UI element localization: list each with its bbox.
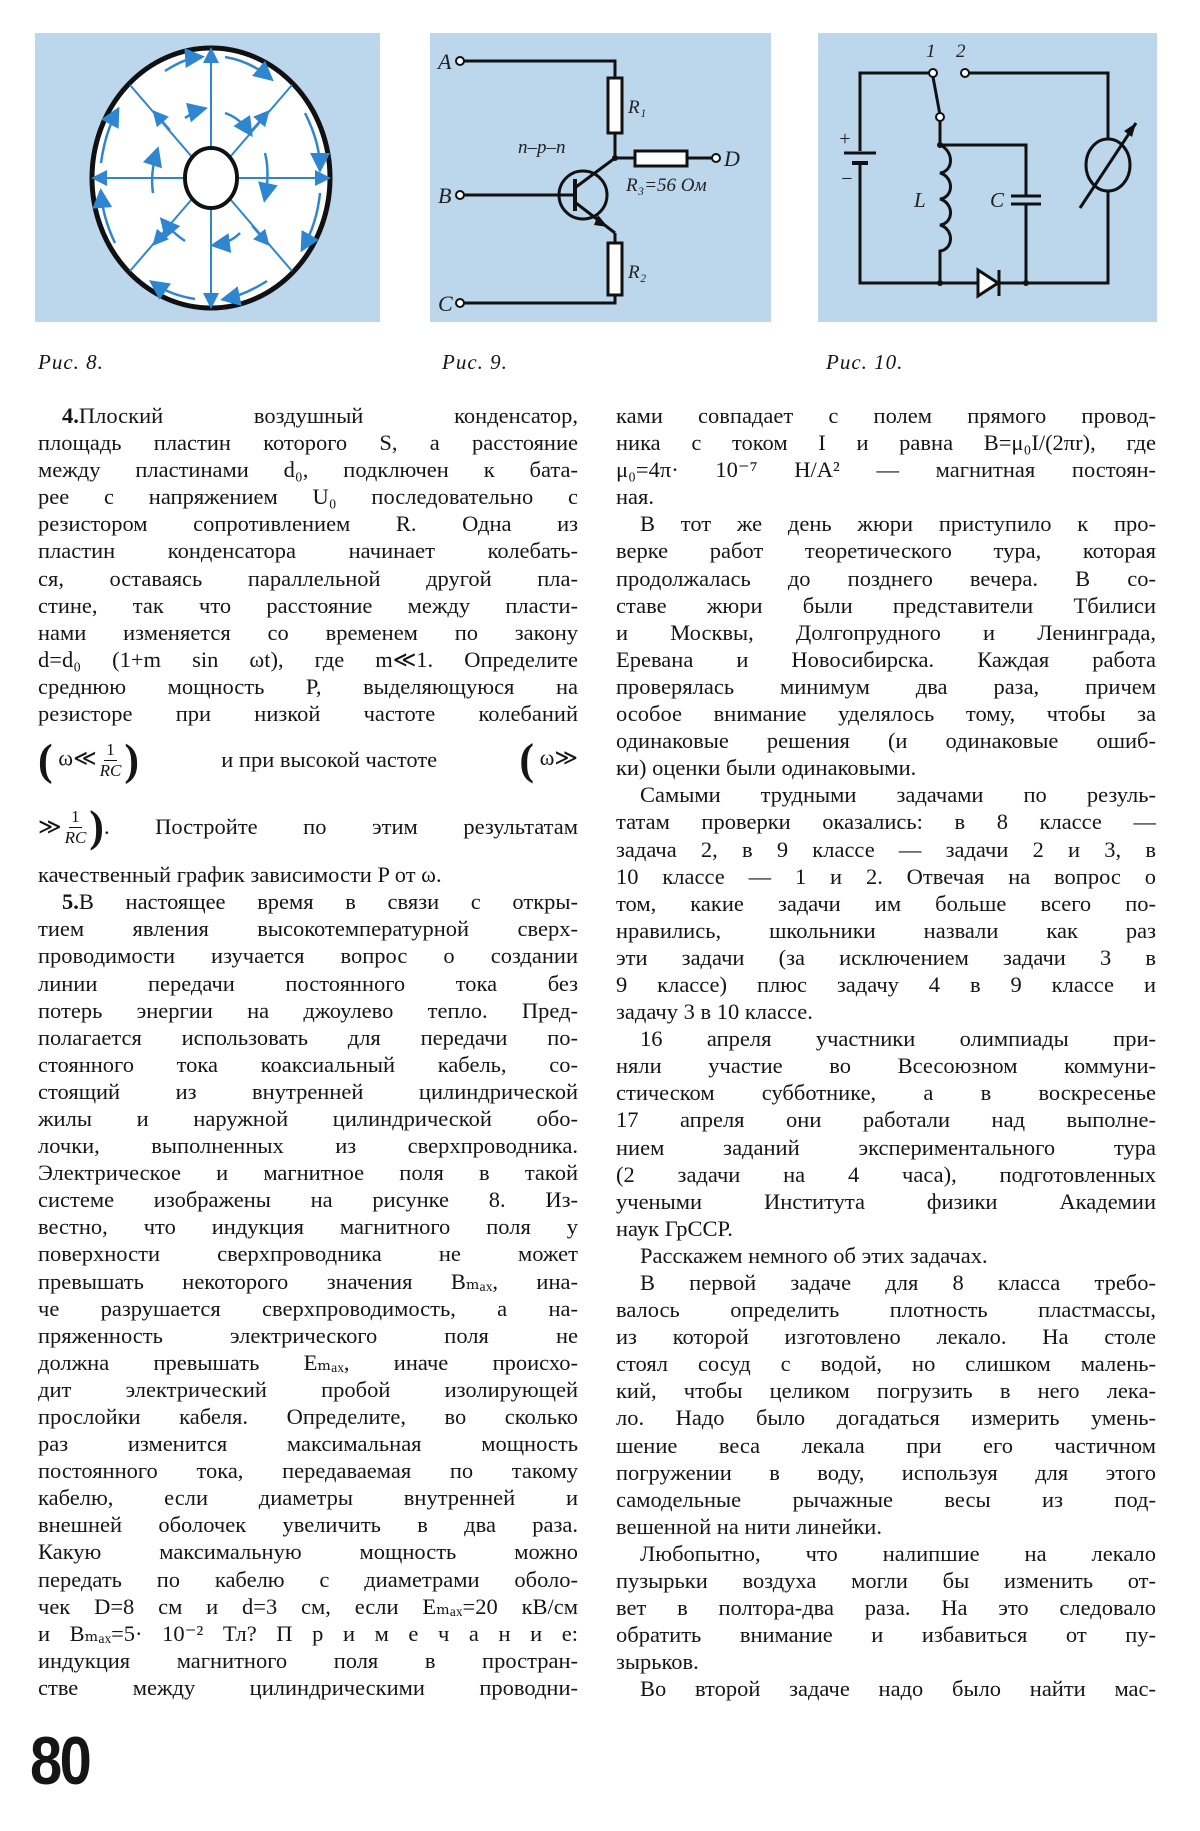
text-line — [38, 1295, 578, 1322]
text-line — [616, 456, 1156, 483]
text-line — [38, 1322, 578, 1349]
line-text: d=d₀ (1+m sin ωt), где m≪1. Определите — [38, 646, 578, 672]
text-line — [616, 1079, 1156, 1106]
line-text: резисторе при низкой частоте колебаний — [38, 701, 578, 727]
text-line — [616, 863, 1156, 890]
text-line — [616, 1675, 1156, 1702]
text-line — [616, 673, 1156, 700]
text-line — [38, 970, 578, 997]
line-text: пластин конденсатора начинает колебать- — [38, 538, 578, 564]
text-line — [616, 808, 1156, 835]
line-text: жилы и наружной цилиндрической обо- — [38, 1105, 578, 1131]
line-text: лочки, выполненных из сверхпроводника. — [38, 1133, 578, 1159]
figure-9-transistor-circuit — [430, 33, 771, 322]
line-text: из которой изготовлено лекало. На столе — [616, 1324, 1156, 1350]
line-text: стоял сосуд с водой, но слишком малень- — [616, 1351, 1156, 1377]
terminal-d-label: D — [724, 146, 740, 171]
problem-number: 4. — [62, 403, 79, 428]
line-text: задачу 3 в 10 классе. — [616, 999, 813, 1025]
line-text: че разрушается сверхпроводимость, а на- — [38, 1295, 578, 1321]
text-line — [616, 700, 1156, 727]
text-line — [38, 1024, 578, 1051]
line-text: нами изменяется со временем по закону — [38, 619, 578, 645]
text-line — [38, 1620, 578, 1647]
formula-followup-text: . Постройте по этим результатам — [103, 814, 578, 840]
formula-omega-greater: ω≫ — [539, 745, 578, 771]
line-text: ставе жюри были представители Тбилиси — [616, 592, 1156, 618]
text-line — [38, 1213, 578, 1240]
text-line — [616, 1513, 1156, 1540]
text-line — [616, 944, 1156, 971]
formula-omega-greater-cont: ≫ — [38, 814, 62, 840]
line-text: самодельные рычажные весы из под- — [616, 1486, 1156, 1512]
line-text: и Москвы, Долгопрудного и Ленинграда, — [616, 619, 1156, 645]
text-line — [616, 1323, 1156, 1350]
line-text: стве между цилиндрическими проводни- — [38, 1674, 578, 1700]
text-line — [38, 1566, 578, 1593]
text-line — [616, 1486, 1156, 1513]
text-line — [616, 646, 1156, 673]
text-line — [616, 890, 1156, 917]
line-text: и Bₘₐₓ=5· 10⁻² Тл? П р и м е ч а н и е: — [38, 1620, 578, 1646]
r2-label: R₂ — [628, 262, 647, 283]
line-text: эти задачи (за исключением задачи 3 в — [616, 944, 1156, 970]
text-line — [616, 537, 1156, 564]
text-line — [616, 592, 1156, 619]
text-line — [616, 510, 1156, 537]
problem-5-text — [38, 861, 578, 1701]
line-text: ло. Надо было догадаться измерить умень- — [616, 1405, 1156, 1431]
article-text — [616, 402, 1156, 1703]
line-text: няли участие во Всесоюзном коммуни- — [616, 1053, 1156, 1079]
line-text: вестно, что индукция магнитного поля у — [38, 1214, 578, 1240]
line-text: стине, так что расстояние между пласти- — [38, 592, 578, 618]
line-text: задача 2, в 9 классе — задачи 2 и 3, в — [616, 836, 1156, 862]
text-line — [38, 1186, 578, 1213]
line-text: наук ГрССР. — [616, 1215, 733, 1241]
line-text: полагается использовать для передачи по- — [38, 1024, 578, 1050]
text-line — [38, 646, 578, 673]
battery-minus-label: − — [840, 168, 854, 190]
battery-plus-label: + — [838, 128, 852, 150]
text-line — [38, 456, 578, 483]
text-line — [616, 1106, 1156, 1133]
text-line — [616, 1215, 1156, 1242]
text-line — [38, 1538, 578, 1565]
line-text: среднюю мощность P, выделяющуюся на — [38, 673, 578, 699]
line-text: стическом субботнике, а в воскресенье — [616, 1080, 1156, 1106]
text-line — [616, 565, 1156, 592]
line-text: ками совпадает с полем прямого провод- — [616, 403, 1156, 428]
text-line — [38, 483, 578, 510]
text-line — [616, 727, 1156, 754]
text-line — [616, 998, 1156, 1025]
problem-number: 5. — [62, 889, 79, 915]
line-text: Еревана и Новосибирска. Каждая работа — [616, 646, 1156, 672]
text-line — [38, 915, 578, 942]
line-text: обратить внимание и избавиться от пу- — [616, 1622, 1156, 1648]
line-text: учеными Института физики Академии — [616, 1188, 1156, 1214]
figure-10-caption: Рис. 10. — [826, 350, 904, 374]
text-line — [38, 1132, 578, 1159]
line-text: 10 классе — 1 и 2. Отвечая на вопрос о — [616, 863, 1156, 889]
text-line — [38, 537, 578, 564]
line-text: вешенной на нити линейки. — [616, 1513, 882, 1539]
line-text: передать по кабелю с диаметрами оболо- — [38, 1566, 578, 1592]
terminal-b-label: B — [438, 183, 452, 208]
text-line — [38, 565, 578, 592]
text-line — [38, 942, 578, 969]
line-text: должна превышать Eₘₐₓ, иначе происхо- — [38, 1349, 578, 1375]
r3-label: R₃=56 Ом — [626, 175, 707, 196]
text-line — [38, 1078, 578, 1105]
line-text: В настоящее время в связи с откры- — [78, 889, 578, 915]
line-text: пузырьки воздуха могли бы изменить от- — [616, 1568, 1156, 1594]
text-line — [38, 1051, 578, 1078]
line-text: стоянного тока коаксиальный кабель, со- — [38, 1051, 578, 1077]
text-line — [616, 619, 1156, 646]
text-line — [616, 1350, 1156, 1377]
line-text: ся, оставаясь параллельной другой пла- — [38, 565, 578, 591]
line-text: потерь энергии на джоулево тепло. Пред- — [38, 997, 578, 1023]
line-text: Расскажем немного об этих задачах. — [640, 1242, 988, 1268]
fraction-1-over-rc: $\frac{1}{RC}$ — [64, 806, 87, 847]
line-text: проверялась минимум два раза, причем — [616, 673, 1156, 699]
line-text: чек D=8 см и d=3 см, если Eₘₐₓ=20 кВ/см — [38, 1593, 578, 1619]
lc-circuit-diagram — [818, 33, 1157, 322]
text-line — [616, 1161, 1156, 1188]
text-line — [38, 1430, 578, 1457]
line-text: ника с током I и равна B=μ₀I/(2πr), где — [616, 430, 1156, 456]
line-text: системе изображены на рисунке 8. Из- — [38, 1187, 578, 1213]
text-line — [616, 1621, 1156, 1648]
formula-omega-less: ω≪ — [58, 745, 97, 771]
r1-label: R₁ — [628, 97, 647, 118]
line-text: (2 задачи на 4 часа), подготовленных — [616, 1161, 1156, 1187]
line-text: Плоский воздушный конденсатор, — [78, 403, 578, 428]
line-text: В тот же день жюри приступило к про- — [640, 511, 1156, 537]
right-text-column — [616, 402, 1156, 1703]
figure-10-lc-circuit — [818, 33, 1157, 322]
line-text: раз изменится максимальная мощность — [38, 1431, 578, 1457]
text-line — [616, 917, 1156, 944]
page-number: 80 — [30, 1723, 90, 1799]
line-text: рее с напряжением U₀ последовательно с — [38, 484, 578, 510]
text-line — [38, 1457, 578, 1484]
line-text: кабелю, если диаметры внутренней и — [38, 1485, 578, 1511]
text-line — [38, 1511, 578, 1538]
line-text: пряженность электрического поля не — [38, 1322, 578, 1348]
text-line — [616, 429, 1156, 456]
text-line — [38, 1105, 578, 1132]
line-text: дит электрический пробой изолирующей — [38, 1376, 578, 1402]
text-line — [616, 1296, 1156, 1323]
text-line — [38, 1349, 578, 1376]
capacitor-label: C — [990, 188, 1005, 212]
text-line — [38, 1159, 578, 1186]
line-text: μ₀=4π· 10⁻⁷ Н/А² — магнитная постоян- — [616, 457, 1156, 483]
line-text: валось определить плотность пластмассы, — [616, 1297, 1156, 1323]
line-text: продолжалась до позднего вечера. В со- — [616, 565, 1156, 591]
text-line — [616, 1025, 1156, 1052]
line-text: 9 классе) плюс задачу 4 в 9 классе и — [616, 971, 1156, 997]
text-line — [38, 1674, 578, 1701]
text-line — [616, 1540, 1156, 1567]
text-line — [38, 888, 578, 915]
line-text: прослойки кабеля. Определите, во сколько — [38, 1404, 578, 1429]
line-text: превышать некоторого значения Bₘₐₓ, ина- — [38, 1268, 578, 1294]
line-text: нием заданий экспериментального тура — [616, 1134, 1156, 1160]
line-text: В первой задаче для 8 класса требо- — [640, 1270, 1156, 1295]
text-line — [616, 1269, 1156, 1296]
text-line — [38, 673, 578, 700]
line-text: Электрическое и магнитное поля в такой — [38, 1160, 578, 1186]
line-text: зырьков. — [616, 1649, 699, 1675]
text-line — [38, 592, 578, 619]
line-text: между пластинами d₀, подключен к бата- — [38, 457, 578, 483]
text-line — [616, 754, 1156, 781]
text-line — [38, 1376, 578, 1403]
left-text-column — [38, 402, 578, 1701]
text-line — [616, 402, 1156, 429]
terminal-c-label: C — [438, 291, 453, 316]
formula-line-low-frequency: ( ω≪ $\frac{1}{RC}$ ) и при высокой частоте ( ω≫ — [38, 735, 578, 785]
line-text: площадь пластин которого S, а расстояние — [38, 430, 578, 456]
transistor-circuit-diagram — [430, 33, 771, 322]
text-line — [38, 1593, 578, 1620]
text-line — [616, 1594, 1156, 1621]
text-line — [38, 510, 578, 537]
text-line — [616, 1567, 1156, 1594]
switch-position-1-label: 1 — [926, 41, 936, 62]
line-text: шение веса лекала при его частичном — [616, 1432, 1156, 1458]
figure-9-caption: Рис. 9. — [442, 350, 508, 374]
line-text: погружении в воду, используя для этого — [616, 1459, 1156, 1485]
text-line — [38, 1268, 578, 1295]
line-text: ки) оценки были одинаковыми. — [616, 755, 917, 781]
text-line — [616, 781, 1156, 808]
line-text: том, какие задачи им больше всего по- — [616, 890, 1156, 916]
coaxial-cable-field-diagram — [35, 33, 380, 322]
line-text: ная. — [616, 484, 655, 510]
text-line — [616, 1052, 1156, 1079]
fraction-1-over-rc: $\frac{1}{RC}$ — [99, 739, 122, 780]
line-text: стоящий из внутренней цилиндрической — [38, 1078, 578, 1104]
line-text: внешней оболочек увеличить в два раза. — [38, 1512, 578, 1538]
line-text: вет в полтора-два раза. На это следовало — [616, 1595, 1156, 1621]
formula-connector-text: и при высокой частоте — [221, 747, 438, 773]
line-text: индукция магнитного поля в простран- — [38, 1647, 578, 1673]
text-line — [616, 1377, 1156, 1404]
text-line — [616, 1404, 1156, 1431]
text-line — [38, 700, 578, 727]
terminal-a-label: A — [438, 49, 452, 74]
text-line — [616, 1188, 1156, 1215]
text-line — [38, 861, 578, 888]
inductor-label: L — [914, 188, 926, 212]
text-line — [616, 1242, 1156, 1269]
text-line — [38, 619, 578, 646]
line-text: качественный график зависимости P от ω. — [38, 862, 442, 888]
line-text: Самыми трудными задачами по резуль- — [640, 782, 1156, 808]
text-line — [616, 483, 1156, 510]
line-text: особое внимание уделялось тому, чтобы за — [616, 701, 1156, 727]
switch-position-2-label: 2 — [956, 41, 966, 62]
formula-line-high-frequency: ≫ $\frac{1}{RC}$ ) . Постройте по этим результатам — [38, 802, 578, 852]
text-line — [38, 1403, 578, 1430]
text-line — [38, 1240, 578, 1267]
text-line — [616, 1459, 1156, 1486]
line-text: татам проверки оказались: в 8 классе — — [616, 809, 1156, 835]
text-line — [616, 1648, 1156, 1675]
line-text: проводимости изучается вопрос о создании — [38, 943, 578, 969]
line-text: Во второй задаче надо было найти мас- — [640, 1676, 1156, 1702]
text-line — [38, 1484, 578, 1511]
problem-4-text — [38, 402, 578, 727]
line-text: Какую максимальную мощность можно — [38, 1539, 578, 1565]
figure-8-coaxial-fields — [35, 33, 380, 322]
line-text: поверхности сверхпроводника не может — [38, 1241, 578, 1267]
text-line — [38, 997, 578, 1024]
line-text: 17 апреля они работали над выполне- — [616, 1107, 1156, 1133]
line-text: одинаковые решения (и одинаковые ошиб- — [616, 728, 1156, 754]
text-line — [616, 836, 1156, 863]
line-text: линии передачи постоянного тока без — [38, 970, 578, 996]
text-line — [616, 1134, 1156, 1161]
line-text: Любопытно, что налипшие на лекало — [640, 1540, 1156, 1566]
line-text: 16 апреля участники олимпиады при- — [640, 1026, 1156, 1052]
figure-8-caption: Рис. 8. — [38, 350, 104, 374]
line-text: нравились, школьники назвали как раз — [616, 917, 1156, 943]
line-text: постоянного тока, передаваемая по такому — [38, 1458, 578, 1484]
text-line — [616, 971, 1156, 998]
transistor-type-label: n–p–n — [518, 137, 566, 158]
text-line — [616, 1432, 1156, 1459]
line-text: тием явления высокотемпературной сверх- — [38, 916, 578, 942]
line-text: резистором сопротивлением R. Одна из — [38, 511, 578, 537]
text-line — [38, 429, 578, 456]
text-line — [38, 1647, 578, 1674]
text-line — [38, 402, 578, 429]
line-text: верке работ теоретического тура, которая — [616, 538, 1156, 564]
line-text: кий, чтобы целиком погрузить в него лека- — [616, 1378, 1156, 1404]
